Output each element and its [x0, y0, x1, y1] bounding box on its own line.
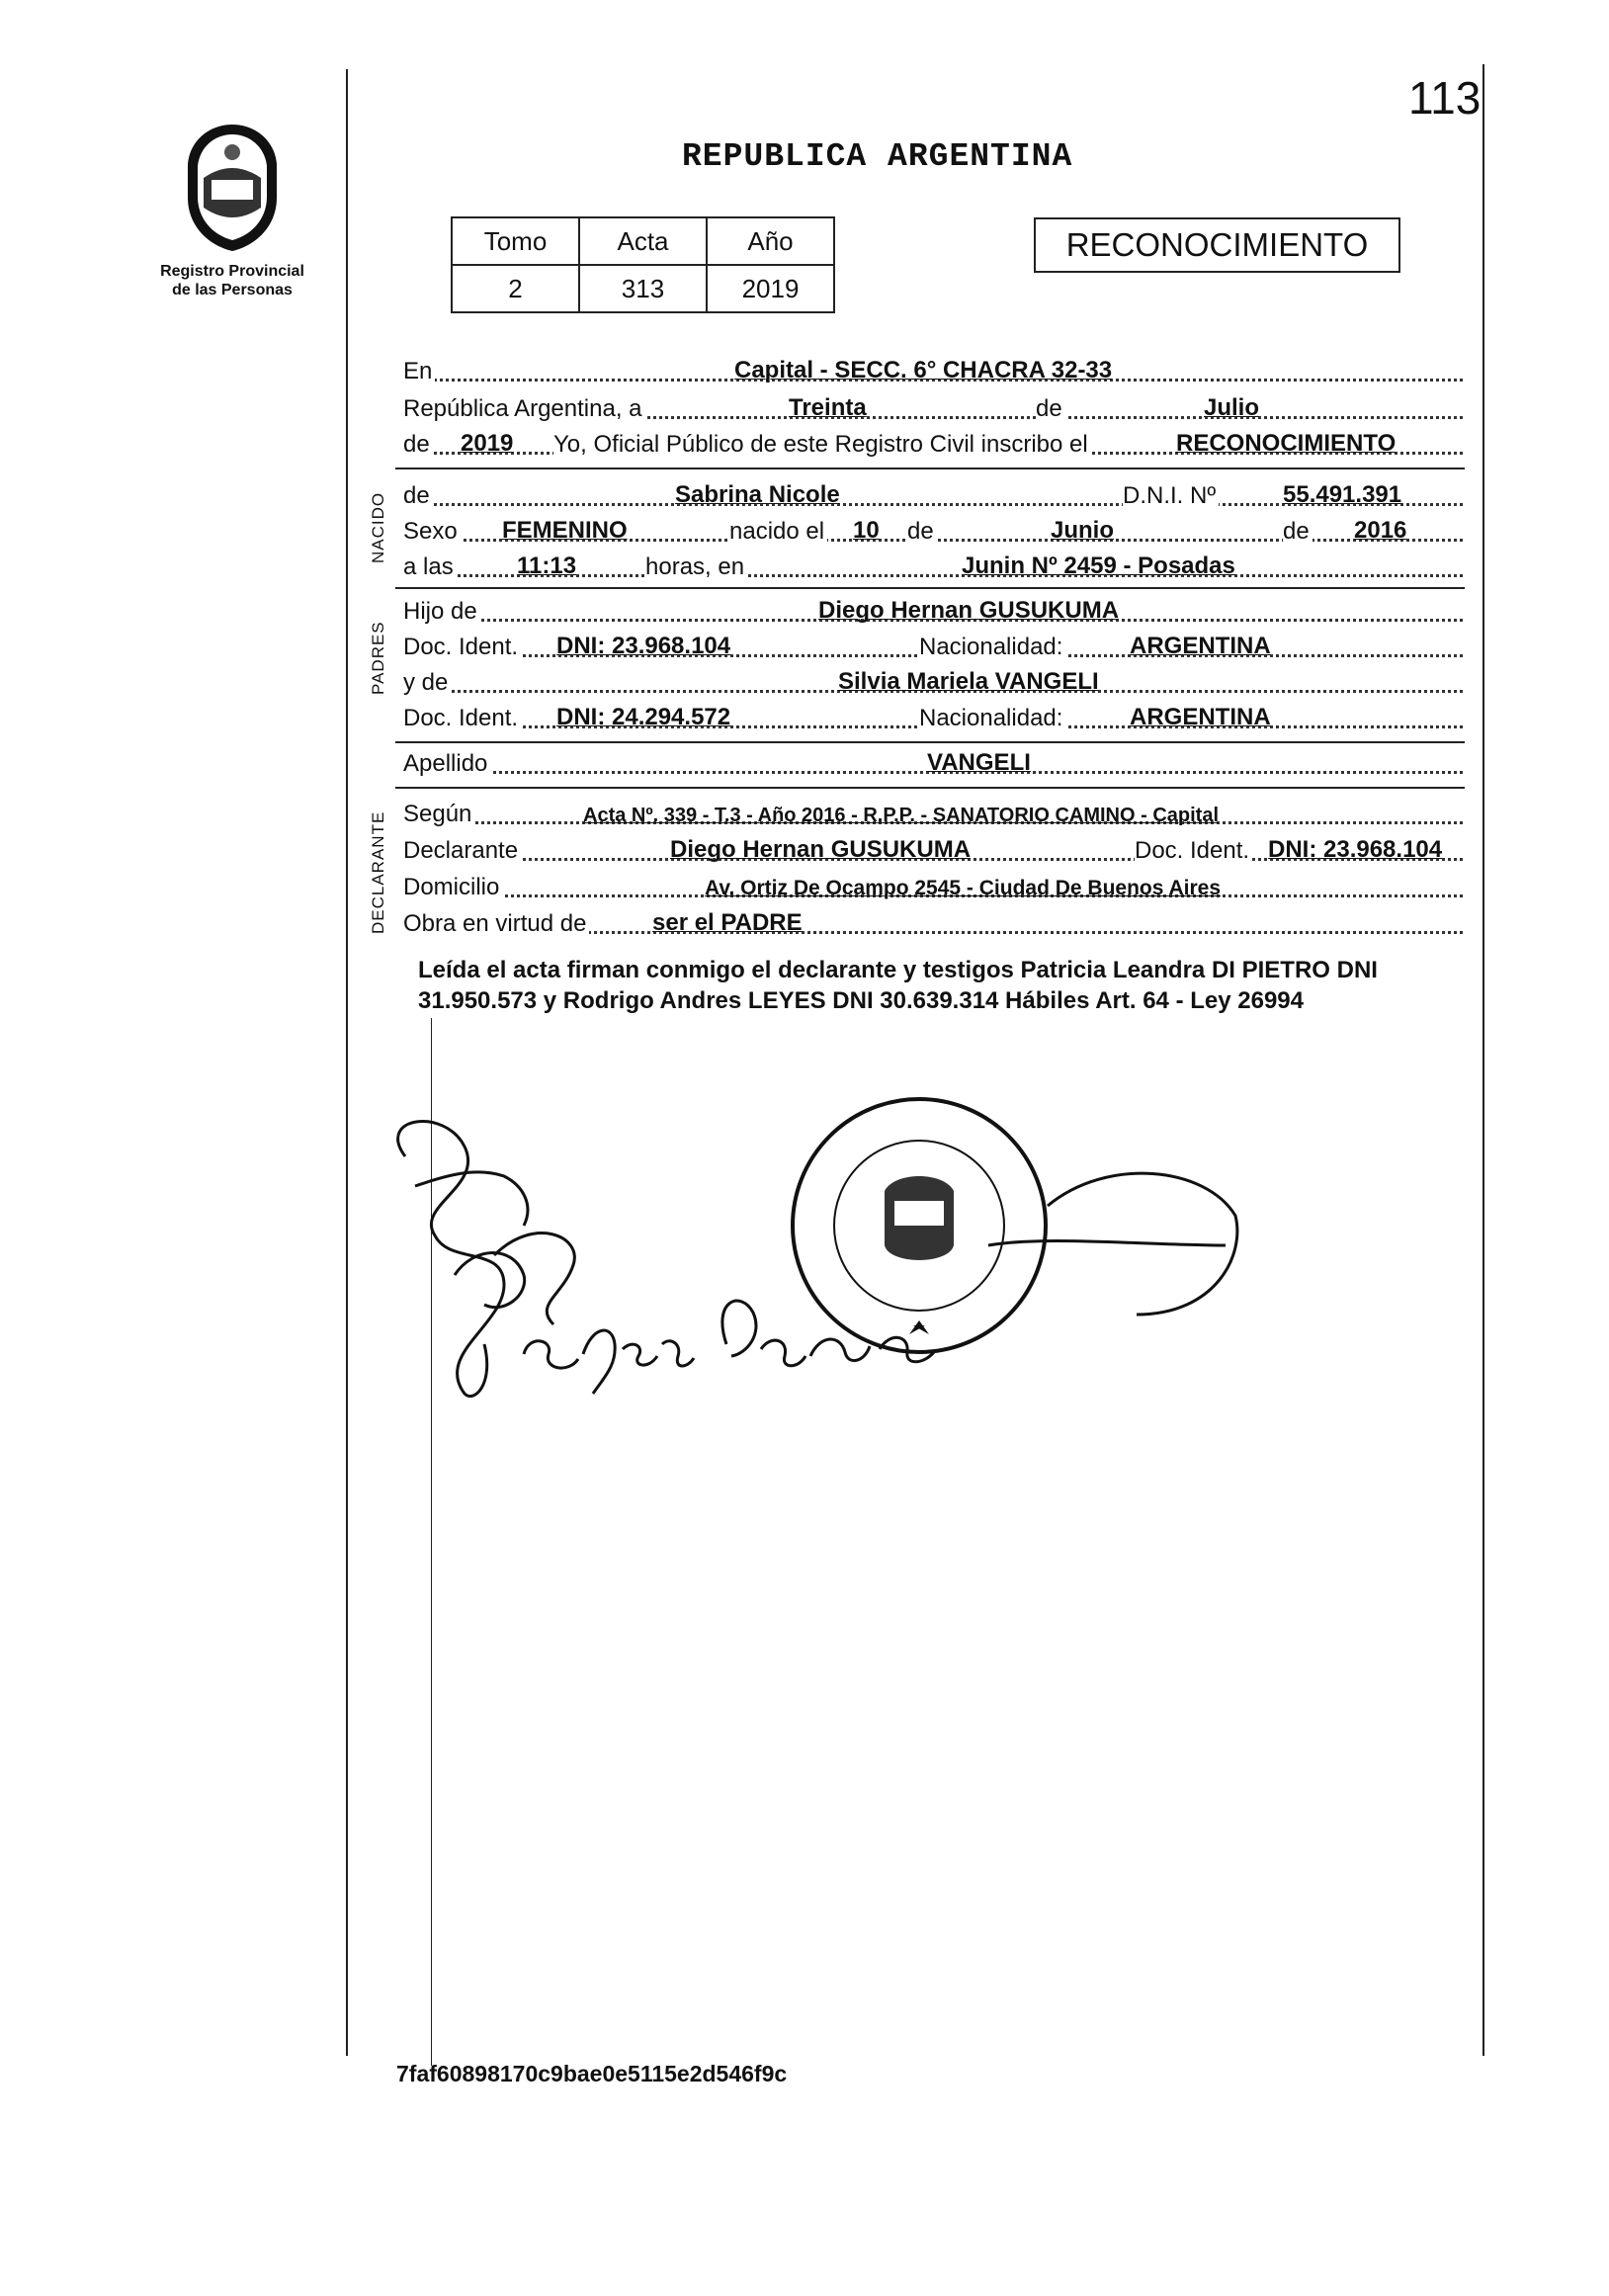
birth-day-value: 10 — [853, 517, 880, 544]
month-value: Julio — [1204, 394, 1260, 421]
de-year-label: de — [403, 431, 433, 459]
mother-doc: DNI: 24.294.572 — [556, 704, 731, 730]
section-divider — [395, 587, 1465, 589]
row-father — [403, 594, 1463, 628]
side-label-nacido: NACIDO — [369, 491, 387, 563]
father-doc: DNI: 23.968.104 — [556, 633, 731, 659]
location-value: Capital - SECC. 6° CHACRA 32-33 — [734, 357, 1113, 383]
record-table — [451, 216, 835, 313]
left-margin-line — [346, 69, 348, 2056]
row-mother — [403, 665, 1463, 699]
row-obra — [403, 906, 1463, 940]
obra-value: ser el PADRE — [652, 909, 803, 936]
de-label: de — [907, 518, 937, 546]
registry-seal — [148, 119, 316, 299]
row-location — [403, 354, 1463, 387]
page-number: 113 — [1408, 72, 1482, 124]
row-statement — [403, 427, 1463, 461]
declarante-doc: DNI: 23.968.104 — [1268, 836, 1443, 863]
row-mother-doc — [403, 701, 1463, 734]
republic-label: República Argentina, a — [403, 395, 645, 423]
record-table-header: Año — [707, 217, 834, 265]
record-table-value: 2019 — [707, 265, 834, 312]
father-name: Diego Hernan GUSUKUMA — [818, 597, 1120, 624]
record-table-value: 313 — [579, 265, 707, 312]
apellido-label: Apellido — [403, 750, 490, 778]
row-time-place — [403, 550, 1463, 583]
star-icon — [909, 1320, 929, 1334]
child-dni: 55.491.391 — [1283, 481, 1402, 508]
record-table-header: Acta — [579, 217, 707, 265]
row-name — [403, 478, 1463, 512]
surname-value: VANGELI — [927, 749, 1031, 776]
inscribed-act-value: RECONOCIMIENTO — [1176, 430, 1397, 457]
obra-label: Obra en virtud de — [403, 910, 589, 938]
misiones-coat-of-arms-icon — [178, 119, 287, 257]
record-table-value: 2 — [452, 265, 579, 312]
segun-label: Según — [403, 801, 474, 828]
row-surname — [403, 746, 1463, 780]
nacionalidad-label: Nacionalidad: — [919, 705, 1065, 732]
birth-month-value: Junio — [1051, 517, 1114, 544]
doc-ident-label: Doc. Ident. — [403, 705, 521, 732]
row-segun — [403, 797, 1463, 830]
registry-caption-line2: de las Personas — [172, 282, 293, 298]
row-birth — [403, 514, 1463, 548]
nacido-label: nacido el — [729, 518, 827, 546]
child-name: Sabrina Nicole — [675, 481, 840, 508]
year-value: 2019 — [461, 430, 514, 457]
mother-nationality: ARGENTINA — [1130, 704, 1271, 730]
nacionalidad-label: Nacionalidad: — [919, 634, 1065, 661]
statement-text: Yo, Oficial Público de este Registro Civil inscribo el — [553, 431, 1091, 459]
side-label-declarante: DECLARANTE — [369, 810, 387, 934]
registry-caption-line1: Registro Provincial — [160, 263, 304, 280]
official-stamp — [793, 1099, 1046, 1352]
section-divider — [395, 468, 1465, 469]
domicilio-label: Domicilio — [403, 874, 502, 901]
mother-name: Silvia Mariela VANGELI — [838, 668, 1099, 695]
row-father-doc — [403, 630, 1463, 663]
section-divider — [395, 741, 1465, 743]
doc-ident-label: Doc. Ident. — [1135, 837, 1252, 865]
declarante-label: Declarante — [403, 837, 521, 865]
section-divider — [395, 787, 1465, 789]
document-hash: 7faf60898170c9bae0e5115e2d546f9c — [396, 2061, 788, 2086]
row-domicilio — [403, 870, 1463, 903]
doc-ident-label: Doc. Ident. — [403, 634, 521, 661]
side-label-padres: PADRES — [369, 621, 387, 695]
de-label: de — [1283, 518, 1313, 546]
en-label: En — [403, 358, 435, 385]
record-table-header: Tomo — [452, 217, 579, 265]
right-margin-line — [1482, 64, 1484, 2056]
segun-value: Acta Nº. 339 - T.3 - Año 2016 - R.P.P. - SANATORIO CAMINO - Capital — [583, 805, 1219, 826]
country-title: REPUBLICA ARGENTINA — [682, 138, 1073, 175]
de-label: de — [403, 482, 433, 510]
row-date — [403, 391, 1463, 425]
father-nationality: ARGENTINA — [1130, 633, 1271, 659]
closing-statement: Leída el acta firman conmigo el declarante y testigos Patricia Leandra DI PIETRO DNI 31.950.573 y Rodrigo Andres LEYES DNI 30.639.314 Hábiles Art. 64 - Ley 26994 — [418, 957, 1378, 1014]
a-las-label: a las — [403, 553, 457, 581]
declarante-name: Diego Hernan GUSUKUMA — [670, 836, 972, 863]
y-de-label: y de — [403, 669, 451, 697]
signatures-area — [356, 1097, 1364, 1453]
row-declarante — [403, 833, 1463, 867]
act-type-box: RECONOCIMIENTO — [1034, 217, 1400, 273]
de-label: de — [1036, 395, 1065, 423]
sexo-label: Sexo — [403, 518, 461, 546]
horas-label: horas, en — [645, 553, 747, 581]
domicilio-value: Av. Ortiz De Ocampo 2545 - Ciudad De Buenos Aires — [705, 877, 1222, 899]
birth-place-value: Junin Nº 2459 - Posadas — [962, 553, 1235, 579]
hijo-de-label: Hijo de — [403, 598, 480, 626]
sexo-value: FEMENINO — [502, 517, 628, 544]
declarant-signature — [398, 1122, 578, 1397]
dni-label: D.N.I. Nº — [1123, 482, 1219, 510]
day-value: Treinta — [789, 394, 867, 421]
birth-year-value: 2016 — [1354, 517, 1407, 544]
birth-time-value: 11:13 — [517, 553, 577, 579]
